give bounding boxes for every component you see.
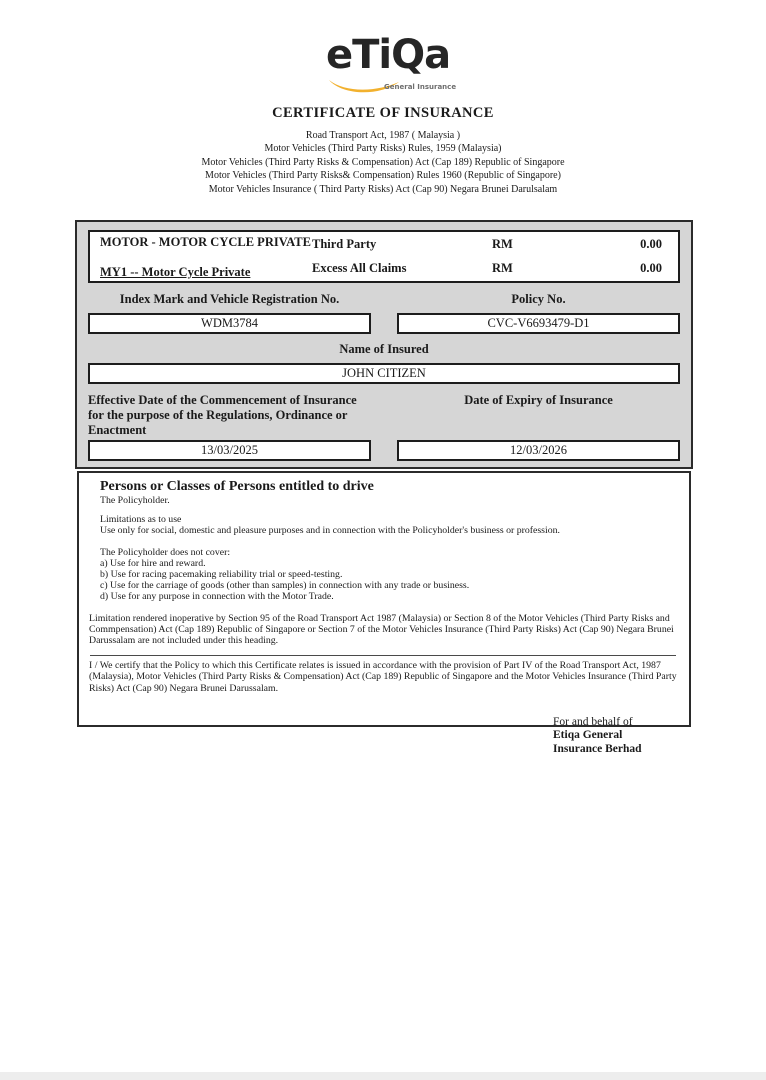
effective-date-label: Effective Date of the Commencement of Insurance for the purpose of the Regulations, Ordinance or Enactment xyxy=(88,393,357,438)
act-line: Motor Vehicles (Third Party Risks & Compensation) Act (Cap 189) Republic of Singapore xyxy=(201,156,565,168)
act-line: Motor Vehicles (Third Party Risks) Rules, 1959 (Malaysia) xyxy=(264,143,502,155)
cover-type: MOTOR - MOTOR CYCLE PRIVATE xyxy=(100,235,311,250)
etiqa-logo xyxy=(325,32,457,91)
charge-label: Excess All Claims xyxy=(312,261,407,276)
drivers-text: The Policyholder. xyxy=(100,495,170,507)
policy-no-value: CVC-V6693479-D1 xyxy=(397,313,680,334)
expiry-date-value: 12/03/2026 xyxy=(397,440,680,461)
act-line: Motor Vehicles (Third Party Risks& Compensation) Rules 1960 (Republic of Singapore) xyxy=(205,170,561,182)
cover-summary-box xyxy=(88,230,680,283)
insured-value: JOHN CITIZEN xyxy=(88,363,680,384)
terms-and-conditions-box xyxy=(77,471,691,755)
drivers-heading: Persons or Classes of Persons entitled to drive xyxy=(100,479,374,495)
signature-company-line: Insurance Berhad xyxy=(553,742,642,755)
limitations-text: Use only for social, domestic and pleasure purposes and in connection with the Policyholder's business or profession. xyxy=(100,525,560,537)
charge-amount: 0.00 xyxy=(640,261,662,276)
policy-no-label: Policy No. xyxy=(511,292,566,307)
exclusion-item: a) Use for hire and reward. xyxy=(100,557,206,569)
exclusion-item: d) Use for any purpose in connection with the Motor Trade. xyxy=(100,591,334,603)
cover-code: MY1 -- Motor Cycle Private xyxy=(100,265,251,280)
charge-label: Third Party xyxy=(312,237,377,252)
charge-amount: 0.00 xyxy=(640,237,662,252)
divider xyxy=(90,655,676,656)
page-bottom-edge xyxy=(0,1072,766,1080)
expiry-date-label: Date of Expiry of Insurance xyxy=(464,393,613,408)
date-values-row xyxy=(88,440,680,461)
document-header xyxy=(0,0,766,196)
charges-column xyxy=(312,235,662,280)
inoperative-text: Limitation rendered inoperative by Section 95 of the Road Transport Act 1987 (Malaysia) or Section 8 of the Motor Vehicles (Third Party Risks and Commpensation) Act (Cap 189) Republic of Singapore or Section 7 of the Motor Vehicles Insurance (Third Party Risks) Act (Cap 90) Negara Brunei Darussalam are not included under this heading. xyxy=(89,612,674,647)
governing-acts-list xyxy=(0,129,766,196)
etiqa-logo-text: eTiQa xyxy=(325,32,451,78)
signature-line: For and behalf of xyxy=(553,715,633,728)
limitations-heading: Limitations as to use xyxy=(100,514,182,526)
act-line: Motor Vehicles Insurance ( Third Party Risks) Act (Cap 90) Negara Brunei Darulsalam xyxy=(208,183,558,195)
insured-label: Name of Insured xyxy=(339,342,429,357)
field-headers-row xyxy=(88,292,680,307)
cover-type-column xyxy=(100,235,312,280)
logo-subtitle: General Insurance xyxy=(384,83,457,91)
effective-date-value: 13/03/2025 xyxy=(88,440,371,461)
exclusion-item: c) Use for the carriage of goods (other than samples) in connection with any trade or business. xyxy=(100,580,470,592)
exclusion-item: b) Use for racing pacemaking reliability trial or speed-testing. xyxy=(100,569,343,581)
charge-currency: RM xyxy=(492,261,513,276)
signature-company-line: Etiqa General xyxy=(553,729,623,742)
policy-details-table xyxy=(75,220,693,469)
charge-row xyxy=(312,237,662,252)
certify-text: I / We certify that the Policy to which this Certificate relates is issued in accordance with the provision of Part IV of the Road Transport Act, 1987 (Malaysia), Motor Vehicles (Third Party Risks & Compensation) Act (Cap 189) Republic of Singapore and the Motor Vehicles Insurance (Third Party Risks) Act (Cap 90) Negara Brunei Darussalam. xyxy=(89,660,677,694)
field-values-row xyxy=(88,313,680,334)
signature-block xyxy=(553,716,677,757)
exclusions-heading: The Policyholder does not cover: xyxy=(100,546,231,558)
certificate-title: CERTIFICATE OF INSURANCE xyxy=(272,105,494,121)
index-mark-label: Index Mark and Vehicle Registration No. xyxy=(119,292,340,307)
charge-row xyxy=(312,261,662,276)
act-line: Road Transport Act, 1987 ( Malaysia ) xyxy=(305,130,461,141)
charge-currency: RM xyxy=(492,237,513,252)
date-headers-row xyxy=(88,393,680,438)
index-mark-value: WDM3784 xyxy=(88,313,371,334)
